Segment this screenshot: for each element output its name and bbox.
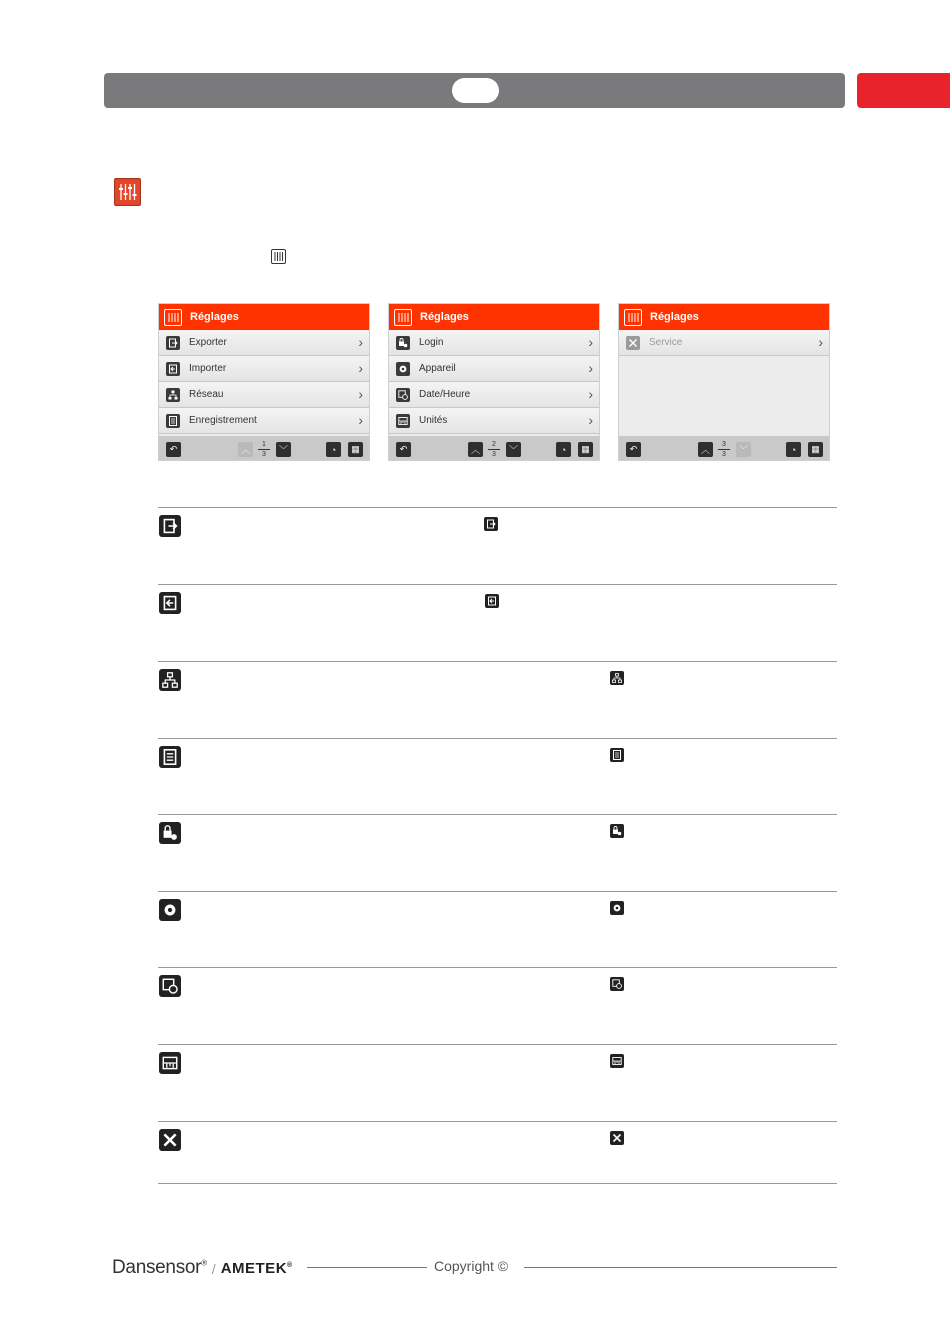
gear-icon	[610, 901, 624, 915]
page-up-button[interactable]: ︿	[698, 442, 713, 457]
page-indicator: 3 3	[718, 440, 730, 459]
settings-screen-page-2	[388, 303, 600, 461]
chevron-right-icon: ›	[588, 386, 593, 402]
menu-item-service[interactable]	[619, 330, 829, 356]
tools-icon	[610, 1131, 624, 1145]
chevron-right-icon: ›	[358, 386, 363, 402]
calendar-clock-icon	[610, 977, 624, 991]
footer-divider	[307, 1267, 427, 1268]
import-icon	[166, 362, 180, 376]
screen-footer	[389, 436, 599, 461]
network-icon	[159, 669, 181, 691]
settings-sliders-icon	[624, 309, 642, 326]
screen-title: Réglages	[420, 311, 469, 323]
table-row	[158, 584, 837, 662]
menu-item-label: Date/Heure	[419, 389, 471, 400]
chevron-right-icon: ›	[818, 334, 823, 350]
settings-sliders-icon	[114, 178, 141, 206]
table-row	[158, 661, 837, 739]
network-icon	[610, 671, 624, 685]
page-down-button[interactable]: ﹀	[276, 442, 291, 457]
chevron-right-icon: ›	[588, 360, 593, 376]
document-icon	[610, 748, 624, 762]
tools-icon	[626, 336, 640, 350]
import-icon	[159, 592, 181, 614]
menu-item-label: Login	[419, 337, 444, 348]
lock-gear-icon	[159, 822, 181, 844]
gear-icon	[396, 362, 410, 376]
table-row	[158, 1044, 837, 1122]
copyright-text: Copyright ©	[434, 1258, 509, 1274]
menu-item-date-heure[interactable]	[389, 382, 599, 408]
dansensor-logo: Dansensor®	[112, 1257, 207, 1278]
menu-item-label: Exporter	[189, 337, 227, 348]
table-row	[158, 891, 837, 969]
page-indicator: 1 3	[258, 440, 270, 459]
dashboard-gauge-icon[interactable]: ◔	[786, 442, 801, 457]
ametek-logo: AMETEK®	[220, 1260, 293, 1277]
chapter-tab	[857, 73, 950, 108]
grid-menu-icon[interactable]: ▦	[808, 442, 823, 457]
calendar-clock-icon	[159, 975, 181, 997]
menu-item-exporter[interactable]	[159, 330, 369, 356]
export-icon	[159, 515, 181, 537]
page-up-button[interactable]: ︿	[468, 442, 483, 457]
menu-item-label: Appareil	[419, 363, 456, 374]
table-row	[158, 967, 837, 1045]
screen-footer	[619, 436, 829, 461]
ruler-icon	[159, 1052, 181, 1074]
screen-header	[389, 304, 599, 330]
menu-item-reseau[interactable]	[159, 382, 369, 408]
chevron-right-icon: ›	[358, 334, 363, 350]
screen-header	[159, 304, 369, 330]
chevron-right-icon: ›	[588, 412, 593, 428]
menu-item-login[interactable]	[389, 330, 599, 356]
footer-divider	[524, 1267, 837, 1268]
document-icon	[159, 746, 181, 768]
tools-icon	[159, 1129, 181, 1151]
ruler-icon	[396, 414, 410, 428]
page-down-button[interactable]: ﹀	[506, 442, 521, 457]
chevron-right-icon: ›	[588, 334, 593, 350]
menu-item-label: Service	[649, 337, 683, 348]
grid-menu-icon[interactable]: ▦	[348, 442, 363, 457]
chevron-right-icon: ›	[358, 412, 363, 428]
menu-item-label: Importer	[189, 363, 227, 374]
import-icon	[485, 594, 499, 608]
menu-item-label: Réseau	[189, 389, 224, 400]
ruler-icon	[610, 1054, 624, 1068]
screen-footer	[159, 436, 369, 461]
menu-item-unites[interactable]	[389, 408, 599, 434]
screen-title: Réglages	[190, 311, 239, 323]
menu-item-enregistrement[interactable]	[159, 408, 369, 434]
page-down-button[interactable]: ﹀	[736, 442, 751, 457]
settings-sliders-icon	[271, 249, 286, 264]
lock-gear-icon	[610, 824, 624, 838]
document-icon	[166, 414, 180, 428]
screen-header	[619, 304, 829, 330]
network-icon	[166, 388, 180, 402]
page-indicator: 2 3	[488, 440, 500, 459]
back-arrow-icon[interactable]: ↶	[396, 442, 411, 457]
dashboard-gauge-icon[interactable]: ◔	[556, 442, 571, 457]
lock-gear-icon	[396, 336, 410, 350]
export-icon	[166, 336, 180, 350]
grid-menu-icon[interactable]: ▦	[578, 442, 593, 457]
screen-title: Réglages	[650, 311, 699, 323]
page-number-pill	[452, 78, 499, 103]
table-row	[158, 814, 837, 892]
settings-screen-page-3	[618, 303, 830, 461]
calendar-clock-icon	[396, 388, 410, 402]
back-arrow-icon[interactable]: ↶	[166, 442, 181, 457]
chevron-right-icon: ›	[358, 360, 363, 376]
gear-icon	[159, 899, 181, 921]
export-icon	[484, 517, 498, 531]
table-row	[158, 507, 837, 585]
menu-item-appareil[interactable]	[389, 356, 599, 382]
back-arrow-icon[interactable]: ↶	[626, 442, 641, 457]
menu-item-label: Unités	[419, 415, 448, 426]
settings-sliders-icon	[394, 309, 412, 326]
settings-sliders-icon	[164, 309, 182, 326]
dashboard-gauge-icon[interactable]: ◔	[326, 442, 341, 457]
footer-brand	[112, 1251, 293, 1279]
menu-item-importer[interactable]	[159, 356, 369, 382]
page-up-button[interactable]: ︿	[238, 442, 253, 457]
settings-screen-page-1	[158, 303, 370, 461]
table-row	[158, 1121, 837, 1184]
table-row	[158, 738, 837, 816]
menu-item-label: Enregistrement	[189, 415, 257, 426]
brand-separator: /	[211, 1261, 216, 1277]
